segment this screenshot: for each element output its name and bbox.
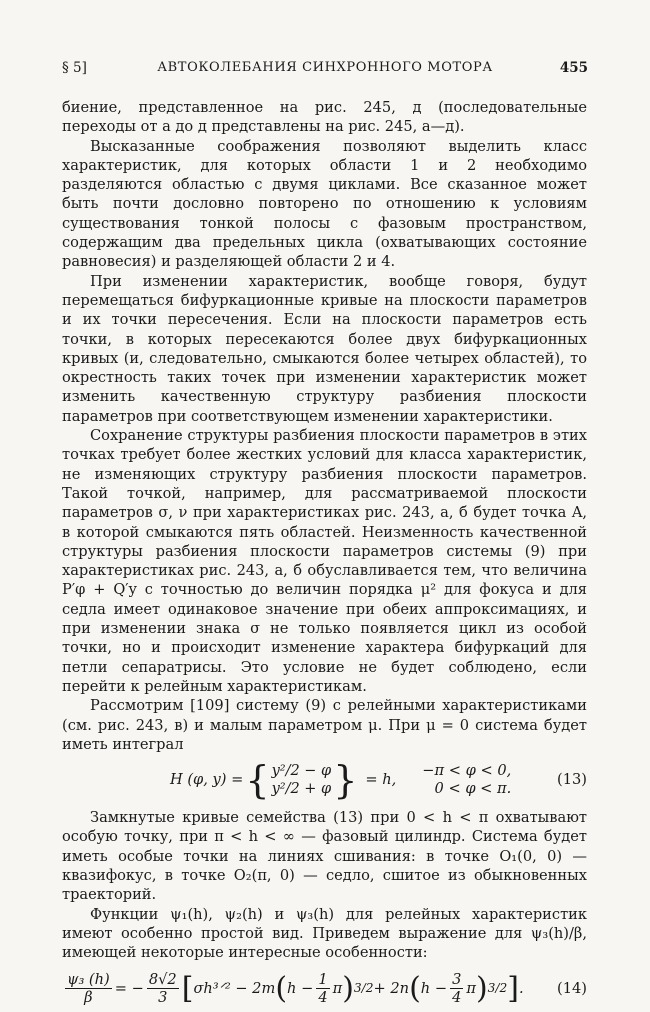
paragraph: Функции ψ₁(h), ψ₂(h) и ψ₃(h) для релейных характеристик имеют особенно простой вид. Приведем выражение для ψ₃(h)/β, имеющей некоторые интересные особенности: bbox=[62, 905, 587, 962]
eq14-q1-den: 4 bbox=[318, 988, 328, 1006]
equation-14 bbox=[62, 964, 587, 1012]
paragraph: биение, представленное на рис. 245, д (последовательные переходы от а до д представлены на рис. 245, а—д). bbox=[62, 99, 587, 136]
section-ref: § 5] bbox=[62, 60, 87, 76]
eq14-q2-den: 4 bbox=[452, 988, 462, 1006]
eq14-exp1: 3/2 bbox=[353, 980, 374, 995]
eq13-line1: y²/2 − φ bbox=[271, 763, 332, 780]
eq14-eq-sign: = − bbox=[114, 979, 144, 997]
eq14-lhs-num: ψ₃ (h) bbox=[67, 970, 110, 988]
eq14-coef-fraction bbox=[147, 971, 179, 1006]
eq14-lhs-den: β bbox=[84, 988, 93, 1006]
eq14-coef-num: 8√2 bbox=[148, 970, 177, 988]
eq14-term1: σh³ᐟ² − 2m bbox=[193, 979, 276, 997]
paragraph: Сохранение структуры разбиения плоскости параметров в этих точках требует более жестких условий для класса характеристик, не изменяющих структуру разбиения плоскости параметров. Такой точкой, например, для рассматриваемой плоскости параметров σ, ν при характеристиках рис. 243, а, б будет точка A, в которой смыкаются пять областей. Неизменность качественной структуры разбиения плоскости параметров системы (9) при характеристиках рис. 243, а, б обуславливается тем, что величина P′φ + Q′y с точностью до величин порядка μ² для фокуса и для седла имеет одинаковое значение при обеих аппроксимациях, и при изменении знака σ не только появляется цикл из особой точки, но и происходит изменение характера бифуркаций для петли сепаратрисы. Это условие не будет соблюдено, если перейти к релейным характеристикам. bbox=[62, 427, 587, 695]
left-paren-icon: ( bbox=[275, 970, 288, 1006]
eq14-end: . bbox=[518, 979, 524, 997]
body-text bbox=[62, 98, 587, 1012]
eq13-lhs: H (φ, y) = bbox=[170, 771, 244, 789]
eq14-inner1a: h − bbox=[287, 979, 314, 997]
eq14-q2-num: 3 bbox=[452, 970, 462, 988]
eq14-q1-fraction bbox=[316, 971, 329, 1006]
paragraph: При изменении характеристик, вообще говоря, будут перемещаться бифуркационные кривые на плоскости параметров и их точки пересечения. Если на плоскости параметров есть точки, в которых пересекаются более двух бифуркационных кривых (и, следовательно, смыкаются более четырех областей), то окрестность таких точек при изменении характеристик может изменить качественную структуру разбиения плоскости параметров при соответствующем изменении характеристики. bbox=[62, 272, 587, 425]
eq13-tag: (13) bbox=[557, 771, 587, 789]
paragraph: Высказанные соображения позволяют выделить класс характеристик, для которых области 1 и 2 необходимо разделяются областью с двумя циклами. Все сказанное может быть почти дословно повторено по отношению к условиям существования тонкой полосы с фазовым пространством, содержащим два предельных цикла (охватывающих состояние равновесия) и разделяющей области 2 и 4. bbox=[62, 137, 587, 271]
page-number: 455 bbox=[559, 60, 588, 76]
eq14-exp2: 3/2 bbox=[487, 980, 508, 995]
right-brace-icon: } bbox=[333, 758, 358, 803]
eq14-coef-den: 3 bbox=[158, 988, 168, 1006]
eq14-tag: (14) bbox=[557, 979, 587, 997]
right-paren-icon: ) bbox=[475, 970, 488, 1006]
eq14-lhs-fraction bbox=[65, 971, 112, 1006]
running-header bbox=[62, 60, 588, 80]
eq13-cond1: −π < φ < 0, bbox=[422, 762, 512, 780]
left-brace-icon: { bbox=[245, 758, 270, 803]
left-bracket-icon: [ bbox=[181, 970, 194, 1006]
eq13-rhs: = h, bbox=[365, 771, 397, 789]
eq14-inner1b: π bbox=[332, 979, 343, 997]
eq14-inner2b: π bbox=[466, 979, 476, 997]
eq14-plus: + 2n bbox=[373, 979, 410, 997]
paragraph: Замкнутые кривые семейства (13) при 0 < h < π охватывают особую точку, при π < h < ∞ — фазовый цилиндр. Система будет иметь особые точки на линиях сшивания: в точке O₁(0, 0) — квазифокус, в точке O₂(π, 0) — седло, сшитое из обыкновенных траекторий. bbox=[62, 809, 587, 904]
equation-13 bbox=[62, 758, 587, 802]
right-bracket-icon: ] bbox=[507, 970, 519, 1006]
eq14-inner2a: h − bbox=[420, 979, 448, 997]
eq14-q1-num: 1 bbox=[318, 970, 328, 988]
eq13-line2: y²/2 + φ bbox=[271, 781, 332, 798]
eq14-q2-fraction bbox=[450, 971, 463, 1006]
left-paren-icon: ( bbox=[409, 970, 421, 1006]
eq13-cond2: 0 < φ < π. bbox=[434, 780, 512, 798]
right-paren-icon: ) bbox=[342, 970, 354, 1006]
chapter-title: АВТОКОЛЕБАНИЯ СИНХРОННОГО МОТОРА bbox=[157, 60, 493, 75]
paragraph: Рассмотрим [109] систему (9) с релейными характеристиками (см. рис. 243, в) и малым параметром μ. При μ = 0 система будет иметь интеграл bbox=[62, 697, 587, 753]
